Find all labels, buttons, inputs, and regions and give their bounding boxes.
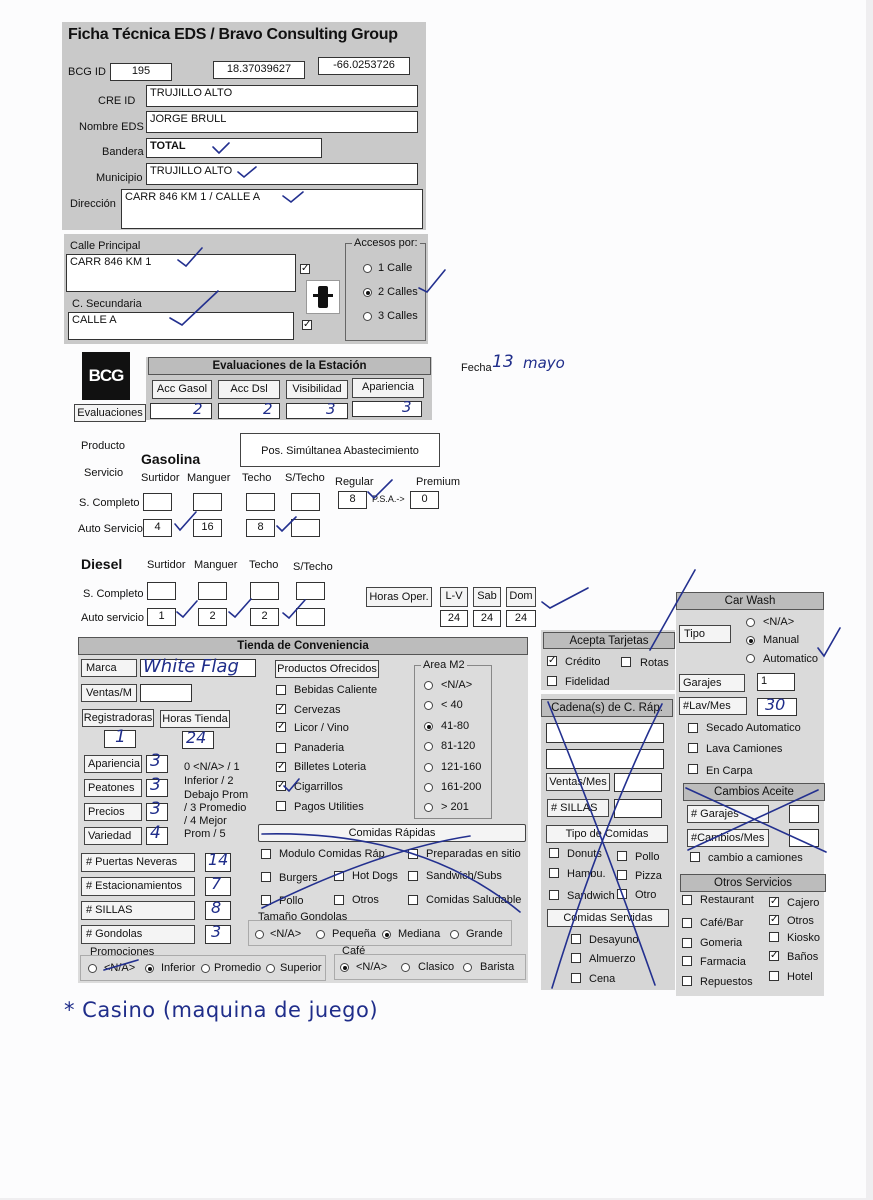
rating-variedad-value: 4 — [150, 823, 161, 843]
comidas-title: Comidas Rápidas — [258, 824, 526, 842]
aceite-title: Cambios Aceite — [683, 783, 825, 801]
municipio-label: Municipio — [96, 172, 143, 184]
count-sillas-label: # SILLAS — [81, 901, 195, 920]
promo-promedio-radio[interactable] — [201, 964, 210, 973]
carwash-secado-checkbox[interactable] — [688, 723, 698, 733]
carwash-lav-label: #Lav/Mes — [679, 697, 747, 715]
aceite-garajes-label: # Garajes — [687, 805, 769, 823]
promo-superior-radio[interactable] — [266, 964, 275, 973]
comida-preparadas-checkbox[interactable] — [408, 849, 418, 859]
traffic-light-icon — [306, 280, 340, 314]
gondola-na-radio[interactable] — [255, 930, 264, 939]
dsl-col-manguer: Manguer — [194, 559, 238, 571]
area-81-120-label: 81-120 — [441, 740, 476, 752]
servida-cena-checkbox[interactable] — [571, 973, 581, 983]
carwash-na-label: <N/A> — [763, 616, 795, 628]
otros-cafebar-checkbox[interactable] — [682, 918, 692, 928]
carwash-camiones-checkbox[interactable] — [688, 743, 698, 753]
producto-licor-label: Licor / Vino — [294, 722, 349, 734]
regular-label: Regular — [335, 476, 374, 488]
gas-sc-stecho[interactable] — [291, 493, 320, 511]
otros-repuestos-label: Repuestos — [700, 976, 753, 988]
otros-banos-checkbox[interactable]: ✓ — [770, 950, 779, 961]
otros-restaurant-label: Restaurant — [700, 894, 754, 906]
producto-bebidas-checkbox[interactable] — [276, 685, 286, 695]
cafe-label: Café — [342, 945, 366, 957]
eval-apariencia-value: 3 — [402, 398, 412, 416]
scale-line-6: Prom / 5 — [184, 828, 226, 840]
gas-as-stecho[interactable] — [291, 519, 320, 537]
otros-repuestos-checkbox[interactable] — [682, 976, 692, 986]
scale-line-1: 0 <N/A> / 1 — [184, 761, 240, 773]
cadena-field-1[interactable] — [546, 723, 664, 743]
fecha-month: mayo — [523, 354, 565, 372]
aceite-cambios-field[interactable] — [789, 829, 819, 847]
producto-cigarrillos-checkbox[interactable]: ✓ — [277, 780, 286, 791]
dsl-sc-surtidor[interactable] — [147, 582, 176, 600]
horas-sab-field[interactable]: 24 — [473, 610, 501, 627]
promo-label: Promociones — [90, 946, 155, 958]
producto-licor-checkbox[interactable]: ✓ — [277, 721, 286, 732]
comida-pollo-checkbox[interactable] — [261, 895, 271, 905]
diesel-title: Diesel — [81, 556, 123, 572]
dsl-col-techo: Techo — [249, 559, 279, 571]
principal-label: Calle Principal — [70, 240, 141, 252]
bandera-field[interactable]: TOTAL — [146, 138, 322, 158]
otros-title: Otros Servicios — [680, 874, 826, 892]
dsl-as-stecho[interactable] — [296, 608, 325, 626]
servida-almuerzo-checkbox[interactable] — [571, 953, 581, 963]
promo-na-radio[interactable] — [88, 964, 97, 973]
area-161-200-radio[interactable] — [424, 783, 433, 792]
carwash-manual-label: Manual — [763, 634, 800, 646]
count-gondolas-label: # Gondolas — [81, 925, 195, 944]
eval-acc-dsl-value: 2 — [263, 400, 273, 418]
servicio-label: Servicio — [84, 467, 124, 479]
dsl-sc-techo[interactable] — [250, 582, 279, 600]
horas-col-dom: Dom — [506, 587, 536, 607]
dsl-sc-manguer[interactable] — [198, 582, 227, 600]
form-title: Ficha Técnica EDS / Bravo Consulting Group — [68, 26, 398, 43]
horas-tienda-value: 24 — [186, 728, 207, 747]
producto-pagos-checkbox[interactable] — [276, 801, 286, 811]
carwash-garajes-field[interactable]: 1 — [757, 673, 795, 691]
cafe-clasico-radio[interactable] — [401, 963, 410, 972]
secundaria-checkbox[interactable]: ✓ — [303, 319, 312, 330]
tarjeta-rotas-checkbox[interactable] — [621, 657, 631, 667]
latitude-field[interactable]: 18.37039627 — [213, 61, 305, 79]
tipo-hambu-label: Hambu. — [567, 868, 606, 880]
registradoras-value: 1 — [115, 727, 126, 747]
gondola-grande-radio[interactable] — [450, 930, 459, 939]
direccion-field[interactable]: CARR 846 KM 1 / CALLE A — [121, 189, 423, 229]
gondola-na-label: <N/A> — [270, 928, 302, 940]
aceite-cambios-label: #Cambios/Mes — [687, 829, 769, 847]
tienda-title: Tienda de Conveniencia — [78, 637, 528, 655]
acceso-3-label: 3 Calles — [378, 310, 418, 322]
cadena-field-2[interactable] — [546, 749, 664, 769]
comida-hotdogs-label: Hot Dogs — [352, 870, 398, 882]
horas-col-sab: Sab — [473, 587, 501, 607]
otros-farmacia-checkbox[interactable] — [682, 956, 692, 966]
carwash-secado-label: Secado Automatico — [706, 722, 801, 734]
count-gondolas-value: 3 — [211, 922, 222, 941]
psa-label: P.S.A.-> — [372, 494, 405, 504]
promo-na-label: <N/A> — [104, 962, 136, 974]
producto-bebidas-label: Bebidas Caliente — [294, 684, 378, 696]
regular-field[interactable]: 8 — [338, 491, 367, 509]
gondola-grande-label: Grande — [466, 928, 503, 940]
producto-cervezas-checkbox[interactable]: ✓ — [277, 703, 286, 714]
horas-lv-field[interactable]: 24 — [440, 610, 468, 627]
carwash-auto-radio[interactable] — [746, 654, 755, 663]
tipo-donuts-label: Donuts — [567, 848, 602, 860]
otros-otros-checkbox[interactable]: ✓ — [770, 914, 779, 925]
count-estacionamientos-value: 7 — [211, 874, 222, 893]
otros-cajero-label: Cajero — [787, 897, 820, 909]
gas-col-stecho: S/Techo — [285, 472, 325, 484]
eval-col-apariencia: Apariencia — [352, 378, 424, 398]
cadena-sillas-field[interactable] — [614, 799, 662, 818]
evaluaciones-title: Evaluaciones de la Estación — [148, 357, 431, 375]
rating-apariencia-label: Apariencia — [84, 755, 142, 773]
count-neveras-value: 14 — [208, 850, 229, 869]
comida-sandwich-checkbox[interactable] — [408, 871, 418, 881]
premium-label: Premium — [416, 476, 461, 488]
promo-promedio-label: Promedio — [214, 962, 262, 974]
producto-pagos-label: Pagos Utilities — [294, 801, 364, 813]
comida-saludable-checkbox[interactable] — [408, 895, 418, 905]
tipo-pollo-label: Pollo — [635, 851, 660, 863]
comida-burgers-checkbox[interactable] — [261, 872, 271, 882]
scale-line-5: / 4 Mejor — [184, 815, 227, 827]
otros-banos-label: Baños — [787, 951, 819, 963]
gas-col-techo: Techo — [242, 472, 272, 484]
carwash-carpa-checkbox[interactable] — [688, 764, 698, 774]
area-gt201-label: > 201 — [441, 801, 469, 813]
promo-inferior-label: Inferior — [161, 962, 196, 974]
servidas-title: Comidas Servidas — [547, 909, 669, 927]
carwash-garajes-label: Garajes — [679, 674, 745, 692]
servida-desayuno-checkbox[interactable] — [571, 934, 581, 944]
secundaria-label: C. Secundaria — [72, 298, 142, 310]
principal-checkbox[interactable]: ✓ — [301, 263, 310, 274]
promo-superior-label: Superior — [280, 962, 322, 974]
accesos-label: Accesos por: — [354, 237, 418, 249]
cadena-title: Cadena(s) de C. Ráp. — [541, 699, 673, 717]
rating-precios-label: Precios — [84, 803, 142, 821]
gondola-mediana-radio[interactable] — [382, 930, 391, 939]
rating-peatones-value: 3 — [150, 775, 161, 795]
gas-sc-manguer[interactable] — [193, 493, 222, 511]
acceso-1-label: 1 Calle — [378, 262, 413, 274]
comida-pollo-label: Pollo — [279, 895, 304, 907]
gas-sc-surtidor[interactable] — [143, 493, 172, 511]
horas-col-lv: L-V — [440, 587, 468, 607]
eval-col-visibilidad: Visibilidad — [286, 380, 348, 399]
aceite-camiones-checkbox[interactable] — [690, 852, 700, 862]
tipo-hambu-checkbox[interactable] — [549, 868, 559, 878]
tarjeta-credito-label: Crédito — [565, 656, 601, 668]
tipo-sandwich-checkbox[interactable] — [549, 890, 559, 900]
direccion-label: Dirección — [70, 198, 116, 210]
otros-hotel-checkbox[interactable] — [769, 971, 779, 981]
gondola-mediana-label: Mediana — [398, 928, 441, 940]
carwash-title: Car Wash — [676, 592, 824, 610]
gas-as-techo[interactable]: 8 — [246, 519, 275, 537]
area-lt40-radio[interactable] — [424, 701, 433, 710]
area-121-160-radio[interactable] — [424, 763, 433, 772]
acceso-3-radio[interactable] — [363, 312, 372, 321]
tipo-pollo-checkbox[interactable] — [617, 851, 627, 861]
aceite-garajes-field[interactable] — [789, 805, 819, 823]
area-lt40-label: < 40 — [441, 699, 463, 711]
otros-restaurant-checkbox[interactable] — [682, 895, 692, 905]
dsl-s-completo-label: S. Completo — [83, 588, 144, 600]
comida-burgers-label: Burgers — [279, 872, 318, 884]
otros-farmacia-label: Farmacia — [700, 956, 746, 968]
scale-line-2: Inferior / 2 — [184, 775, 234, 787]
cre-field[interactable]: TRUJILLO ALTO — [146, 85, 418, 107]
scale-line-4: / 3 Promedio — [184, 802, 247, 814]
servida-cena-label: Cena — [589, 973, 616, 985]
dsl-col-stecho: S/Techo — [293, 561, 333, 573]
tipo-pizza-label: Pizza — [635, 870, 662, 882]
dsl-col-surtidor: Surtidor — [147, 559, 186, 571]
count-sillas-value: 8 — [211, 898, 222, 917]
cadena-ventas-field[interactable] — [614, 773, 662, 792]
comida-saludable-label: Comidas Saludable — [426, 894, 522, 906]
tipo-comidas-title: Tipo de Comidas — [546, 825, 668, 843]
otros-cafebar-label: Café/Bar — [700, 917, 744, 929]
premium-field[interactable]: 0 — [410, 491, 439, 509]
horas-tienda-label: Horas Tienda — [160, 710, 230, 728]
producto-label: Producto — [81, 440, 126, 452]
gas-as-surtidor[interactable]: 4 — [143, 519, 172, 537]
gas-as-manguer[interactable]: 16 — [193, 519, 222, 537]
tipo-sandwich-label: Sandwich — [567, 890, 615, 902]
otros-gomeria-checkbox[interactable] — [682, 938, 692, 948]
acceso-2-radio[interactable] — [363, 288, 372, 297]
dsl-as-surtidor[interactable]: 1 — [147, 608, 176, 626]
area-121-160-label: 121-160 — [441, 761, 482, 773]
producto-billetes-checkbox[interactable]: ✓ — [277, 761, 286, 772]
tarjeta-credito-checkbox[interactable]: ✓ — [548, 655, 557, 666]
dsl-sc-stecho[interactable] — [296, 582, 325, 600]
area-161-200-label: 161-200 — [441, 781, 482, 793]
eval-col-acc-gasol: Acc Gasol — [152, 380, 212, 399]
tipo-otro-checkbox[interactable] — [617, 889, 627, 899]
aceite-camiones-label: cambio a camiones — [708, 852, 803, 864]
ventas-label: Ventas/M — [81, 684, 137, 702]
servida-desayuno-label: Desayuno — [589, 934, 639, 946]
ventas-field[interactable] — [140, 684, 192, 702]
area-41-80-label: 41-80 — [441, 720, 470, 732]
dsl-as-techo[interactable]: 2 — [250, 608, 279, 626]
tarjetas-title: Acepta Tarjetas — [543, 632, 675, 649]
cadena-sillas-label: # SILLAS — [547, 799, 609, 817]
tarjeta-fidelidad-label: Fidelidad — [565, 676, 610, 688]
rating-variedad-label: Variedad — [84, 827, 142, 845]
tarjeta-fidelidad-checkbox[interactable] — [547, 676, 557, 686]
acceso-1-radio[interactable] — [363, 264, 372, 273]
tipo-otro-label: Otro — [635, 889, 657, 901]
rating-precios-value: 3 — [150, 799, 161, 819]
servida-almuerzo-label: Almuerzo — [589, 953, 636, 965]
cafe-clasico-label: Clasico — [418, 961, 455, 973]
auto-servicio-label: Auto Servicio — [78, 523, 143, 535]
dsl-as-manguer[interactable]: 2 — [198, 608, 227, 626]
carwash-na-radio[interactable] — [746, 618, 755, 627]
bcg-logo: BCG — [82, 352, 130, 400]
casino-note: * Casino (maquina de juego) — [64, 998, 379, 1022]
otros-cajero-checkbox[interactable]: ✓ — [770, 896, 779, 907]
area-na-label: <N/A> — [441, 679, 473, 691]
comida-hotdogs-checkbox[interactable] — [334, 871, 344, 881]
carwash-lav-value: 30 — [765, 695, 786, 714]
producto-panaderia-checkbox[interactable] — [276, 743, 286, 753]
area-na-radio[interactable] — [424, 681, 433, 690]
eval-acc-gasol-field[interactable] — [150, 403, 212, 419]
dsl-auto-label: Auto servicio — [81, 612, 144, 624]
carwash-camiones-label: Lava Camiones — [706, 743, 783, 755]
cadena-ventas-label: Ventas/Mes — [546, 773, 610, 791]
nombre-label: Nombre EDS — [79, 121, 144, 133]
principal-field[interactable]: CARR 846 KM 1 — [66, 254, 296, 292]
promo-inferior-radio[interactable] — [145, 964, 154, 973]
otros-gomeria-label: Gomeria — [700, 937, 743, 949]
acceso-2-label: 2 Calles — [378, 286, 418, 298]
marca-label: Marca — [81, 659, 137, 677]
bcg-id-field[interactable]: 195 — [110, 63, 172, 81]
secundaria-field[interactable]: CALLE A — [68, 312, 294, 340]
gondola-pequena-label: Pequeña — [332, 928, 377, 940]
count-neveras-label: # Puertas Neveras — [81, 853, 195, 872]
comida-preparadas-label: Preparadas en sitio — [426, 848, 521, 860]
nombre-field[interactable]: JORGE BRULL — [146, 111, 418, 133]
producto-billetes-label: Billetes Loteria — [294, 761, 367, 773]
eval-visibilidad-value: 3 — [326, 400, 336, 418]
cafe-barista-label: Barista — [480, 961, 515, 973]
area-81-120-radio[interactable] — [424, 742, 433, 751]
tipo-donuts-checkbox[interactable] — [549, 848, 559, 858]
cafe-barista-radio[interactable] — [463, 963, 472, 972]
otros-kiosko-label: Kiosko — [787, 932, 821, 944]
comida-modulo-label: Modulo Comidas Ráp. — [279, 848, 388, 860]
gas-col-surtidor: Surtidor — [141, 472, 180, 484]
eval-col-acc-dsl: Acc Dsl — [218, 380, 280, 399]
cre-label: CRE ID — [98, 95, 136, 107]
gasolina-title: Gasolina — [141, 451, 201, 467]
municipio-field[interactable]: TRUJILLO ALTO — [146, 163, 418, 185]
cafe-na-label: <N/A> — [356, 961, 388, 973]
gondolas-size-label: Tamaño Gondolas — [258, 911, 348, 923]
carwash-carpa-label: En Carpa — [706, 765, 753, 777]
horas-dom-field[interactable]: 24 — [506, 610, 536, 627]
tipo-pizza-checkbox[interactable] — [617, 870, 627, 880]
eval-visibilidad-field[interactable] — [286, 403, 348, 419]
comida-otros-label: Otros — [352, 894, 379, 906]
carwash-manual-radio[interactable] — [746, 636, 755, 645]
rating-apariencia-value: 3 — [150, 751, 161, 771]
marca-value: White Flag — [143, 656, 239, 677]
eval-acc-gasol-value: 2 — [193, 400, 203, 418]
otros-otros-label: Otros — [787, 915, 814, 927]
horas-oper-button[interactable]: Horas Oper. — [366, 587, 432, 607]
longitude-field[interactable]: -66.0253726 — [318, 57, 410, 75]
rating-peatones-label: Peatones — [84, 779, 142, 797]
producto-cervezas-label: Cervezas — [294, 704, 341, 716]
evaluaciones-button[interactable]: Evaluaciones — [74, 404, 146, 422]
registradoras-label: Registradoras — [82, 709, 154, 727]
area-gt201-radio[interactable] — [424, 803, 433, 812]
area-41-80-radio[interactable] — [424, 722, 433, 731]
tarjeta-rotas-label: Rotas — [640, 657, 669, 669]
carwash-tipo-label: Tipo — [679, 625, 731, 643]
s-completo-label: S. Completo — [79, 497, 140, 509]
gas-sc-techo[interactable] — [246, 493, 275, 511]
count-estacionamientos-label: # Estacionamientos — [81, 877, 195, 896]
otros-kiosko-checkbox[interactable] — [769, 932, 779, 942]
fecha-day: 13 — [492, 352, 514, 372]
bcg-id-label: BCG ID — [68, 66, 106, 78]
producto-cigarrillos-label: Cigarrillos — [294, 781, 343, 793]
fecha-label: Fecha — [461, 362, 492, 374]
gas-col-manguer: Manguer — [187, 472, 231, 484]
pos-simultanea-box: Pos. Simúltanea Abastecimiento — [240, 433, 440, 467]
comida-modulo-checkbox[interactable] — [261, 849, 271, 859]
producto-panaderia-label: Panaderia — [294, 742, 345, 754]
carwash-auto-label: Automatico — [763, 653, 819, 665]
otros-hotel-label: Hotel — [787, 971, 813, 983]
scale-line-3: Debajo Prom — [184, 789, 249, 801]
comida-otros-checkbox[interactable] — [334, 895, 344, 905]
gondola-pequena-radio[interactable] — [316, 930, 325, 939]
comida-sandwich-label: Sandwich/Subs — [426, 870, 502, 882]
area-label: Area M2 — [423, 659, 465, 671]
cafe-na-radio[interactable] — [340, 963, 349, 972]
bandera-label: Bandera — [102, 146, 144, 158]
productos-title: Productos Ofrecidos — [275, 660, 379, 678]
